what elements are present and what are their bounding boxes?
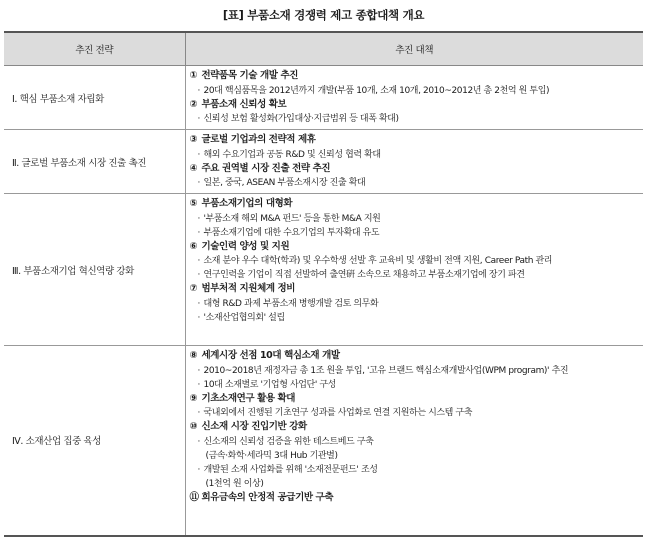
- measures-cell: [185, 130, 643, 194]
- task-title: 희유금속의 안정적 공급기반 구축: [201, 491, 334, 503]
- table-row: [4, 130, 643, 194]
- bullet-icon: ·: [197, 436, 200, 447]
- task-title: 기초소재연구 활용 확대: [201, 392, 296, 404]
- task-item: [190, 226, 644, 240]
- bullet-icon: ·: [197, 312, 200, 323]
- document-title: [표] 부품소재 경쟁력 제고 종합대책 개요: [222, 8, 425, 22]
- task-item: [190, 463, 644, 477]
- task-item-text: 소재 분야 우수 대학(학과) 및 우수학생 선발 후 교육비 및 생활비 전액 지원, Career Path 관리: [203, 256, 553, 266]
- task-title: 범부처적 지원체계 정비: [201, 283, 296, 294]
- measures-cell: [185, 66, 643, 130]
- task-item-text: 20대 핵심품목을 2012년까지 개발(부품 10개, 소재 10개, 2010~2012년 총 2천억 원 투입): [203, 85, 550, 96]
- task-heading: [190, 98, 644, 113]
- task-number: ③: [189, 134, 198, 145]
- task-title: 신소재 시장 진입기반 강화: [201, 421, 307, 432]
- bullet-icon: ·: [197, 408, 200, 418]
- task-heading: [190, 420, 644, 435]
- policy-table: [4, 31, 643, 537]
- strategy-cell: Ⅲ. 부품소재기업 혁신역량 강화: [4, 194, 185, 346]
- task-heading: [190, 349, 644, 364]
- task-item: [190, 148, 644, 162]
- task-item: [190, 378, 644, 392]
- task-title: 전략품목 기술 개발 추진: [201, 70, 298, 81]
- bullet-icon: ·: [197, 149, 200, 160]
- header-measures: 추진 대책: [185, 32, 643, 66]
- task-list: [186, 194, 644, 328]
- task-item-text: 연구인력을 기업이 직접 선발하여 출연硏 소속으로 채용하고 부품소재기업에 장기 파견: [203, 270, 525, 280]
- task-number: ⑤: [189, 198, 198, 209]
- task-heading: [190, 162, 644, 177]
- task-item-text: 신소재의 신뢰성 검증을 위한 테스트베드 구축: [203, 436, 374, 447]
- task-item: [190, 435, 644, 449]
- task-item: [190, 84, 644, 98]
- bullet-icon: ·: [197, 114, 200, 124]
- header-strategy: 추진 전략: [4, 32, 185, 66]
- task-number: ⑥: [189, 240, 198, 252]
- bullet-icon: ·: [197, 85, 200, 96]
- task-number: ⑧: [189, 350, 198, 361]
- task-item-text: 일본, 중국, ASEAN 부품소재시장 진출 확대: [203, 178, 366, 188]
- task-item-text: 부품소재기업에 대한 수요기업의 투자확대 유도: [203, 227, 380, 238]
- measures-cell: [185, 346, 643, 536]
- task-number: ②: [189, 98, 198, 110]
- task-item: [190, 297, 644, 311]
- bullet-icon: ·: [197, 227, 200, 238]
- task-title: 기술인력 양성 및 지원: [201, 240, 290, 252]
- task-item: [190, 254, 644, 268]
- task-heading: [190, 197, 644, 212]
- bullet-icon: ·: [197, 365, 200, 376]
- task-heading: [190, 240, 644, 255]
- strategy-cell: Ⅳ. 소재산업 집중 육성: [4, 346, 185, 536]
- task-list: [186, 346, 644, 508]
- task-item-text: 개발된 소재 사업화를 위해 '소재전문펀드' 조성: [203, 464, 378, 475]
- task-number: ⑨: [189, 392, 198, 404]
- bullet-icon: ·: [197, 270, 200, 280]
- task-item-text: 10대 소재별로 '기업형 사업단' 구성: [203, 379, 336, 390]
- bullet-icon: ·: [197, 256, 200, 266]
- task-item-continuation: (1천억 원 이상): [205, 478, 264, 489]
- task-item: [190, 268, 644, 282]
- task-title: 주요 권역별 시장 진출 전략 추진: [201, 162, 331, 174]
- task-item: [190, 212, 644, 226]
- bullet-icon: ·: [197, 178, 200, 188]
- task-title: 글로벌 기업과의 전략적 제휴: [201, 134, 316, 145]
- task-number: ①: [189, 70, 198, 81]
- task-number: ④: [189, 162, 198, 174]
- task-heading: [190, 69, 644, 84]
- task-item: [190, 176, 644, 190]
- task-item: [190, 406, 644, 420]
- task-title: 부품소재기업의 대형화: [201, 198, 293, 209]
- bullet-icon: ·: [197, 464, 200, 475]
- task-heading: [190, 133, 644, 148]
- task-title: 세계시장 선점 10대 핵심소재 개발: [201, 350, 340, 361]
- task-item-text: 2010~2018년 재정자금 총 1조 원을 투입, '고유 브랜드 핵심소재개발사업(WPM program)' 추진: [203, 365, 569, 376]
- strategy-cell: Ⅱ. 글로벌 부품소재 시장 진출 촉진: [4, 130, 185, 194]
- task-heading: [190, 282, 644, 297]
- task-item: [190, 112, 644, 126]
- table-row: [4, 346, 643, 536]
- task-item-continuation: (금속·화학·세라믹 3대 Hub 기관별): [205, 450, 338, 461]
- table-row: [4, 194, 643, 346]
- task-heading: [190, 392, 644, 407]
- bullet-icon: ·: [197, 213, 200, 224]
- task-item: [190, 364, 644, 378]
- task-item-text: 신뢰성 보험 활성화(가입대상·지급범위 등 대폭 확대): [203, 114, 399, 124]
- task-item-text: '부품소재 해외 M&A 펀드' 등을 통한 M&A 지원: [203, 213, 381, 224]
- task-item-text: '소재산업협의회' 설립: [203, 312, 285, 323]
- task-number: ⑪: [189, 491, 199, 503]
- task-item-text: 국내외에서 진행된 기초연구 성과를 사업화로 연결 지원하는 시스템 구축: [203, 408, 473, 418]
- task-list: [186, 66, 644, 129]
- strategy-cell: Ⅰ. 핵심 부품소재 자립화: [4, 66, 185, 130]
- task-heading: [190, 491, 644, 506]
- table-row: [4, 66, 643, 130]
- measures-cell: [185, 194, 643, 346]
- task-number: ⑩: [189, 421, 198, 432]
- task-number: ⑦: [189, 283, 198, 294]
- table-header-row: [4, 32, 643, 66]
- task-title: 부품소재 신뢰성 확보: [201, 98, 287, 110]
- task-item-text: 해외 수요기업과 공동 R&D 및 신뢰성 협력 확대: [203, 149, 381, 160]
- bullet-icon: ·: [197, 379, 200, 390]
- task-item-text: 대형 R&D 과제 부품소재 병행개발 검토 의무화: [203, 298, 379, 309]
- task-item: [190, 311, 644, 325]
- task-list: [186, 130, 644, 193]
- table-body: [4, 66, 643, 536]
- bullet-icon: ·: [197, 298, 200, 309]
